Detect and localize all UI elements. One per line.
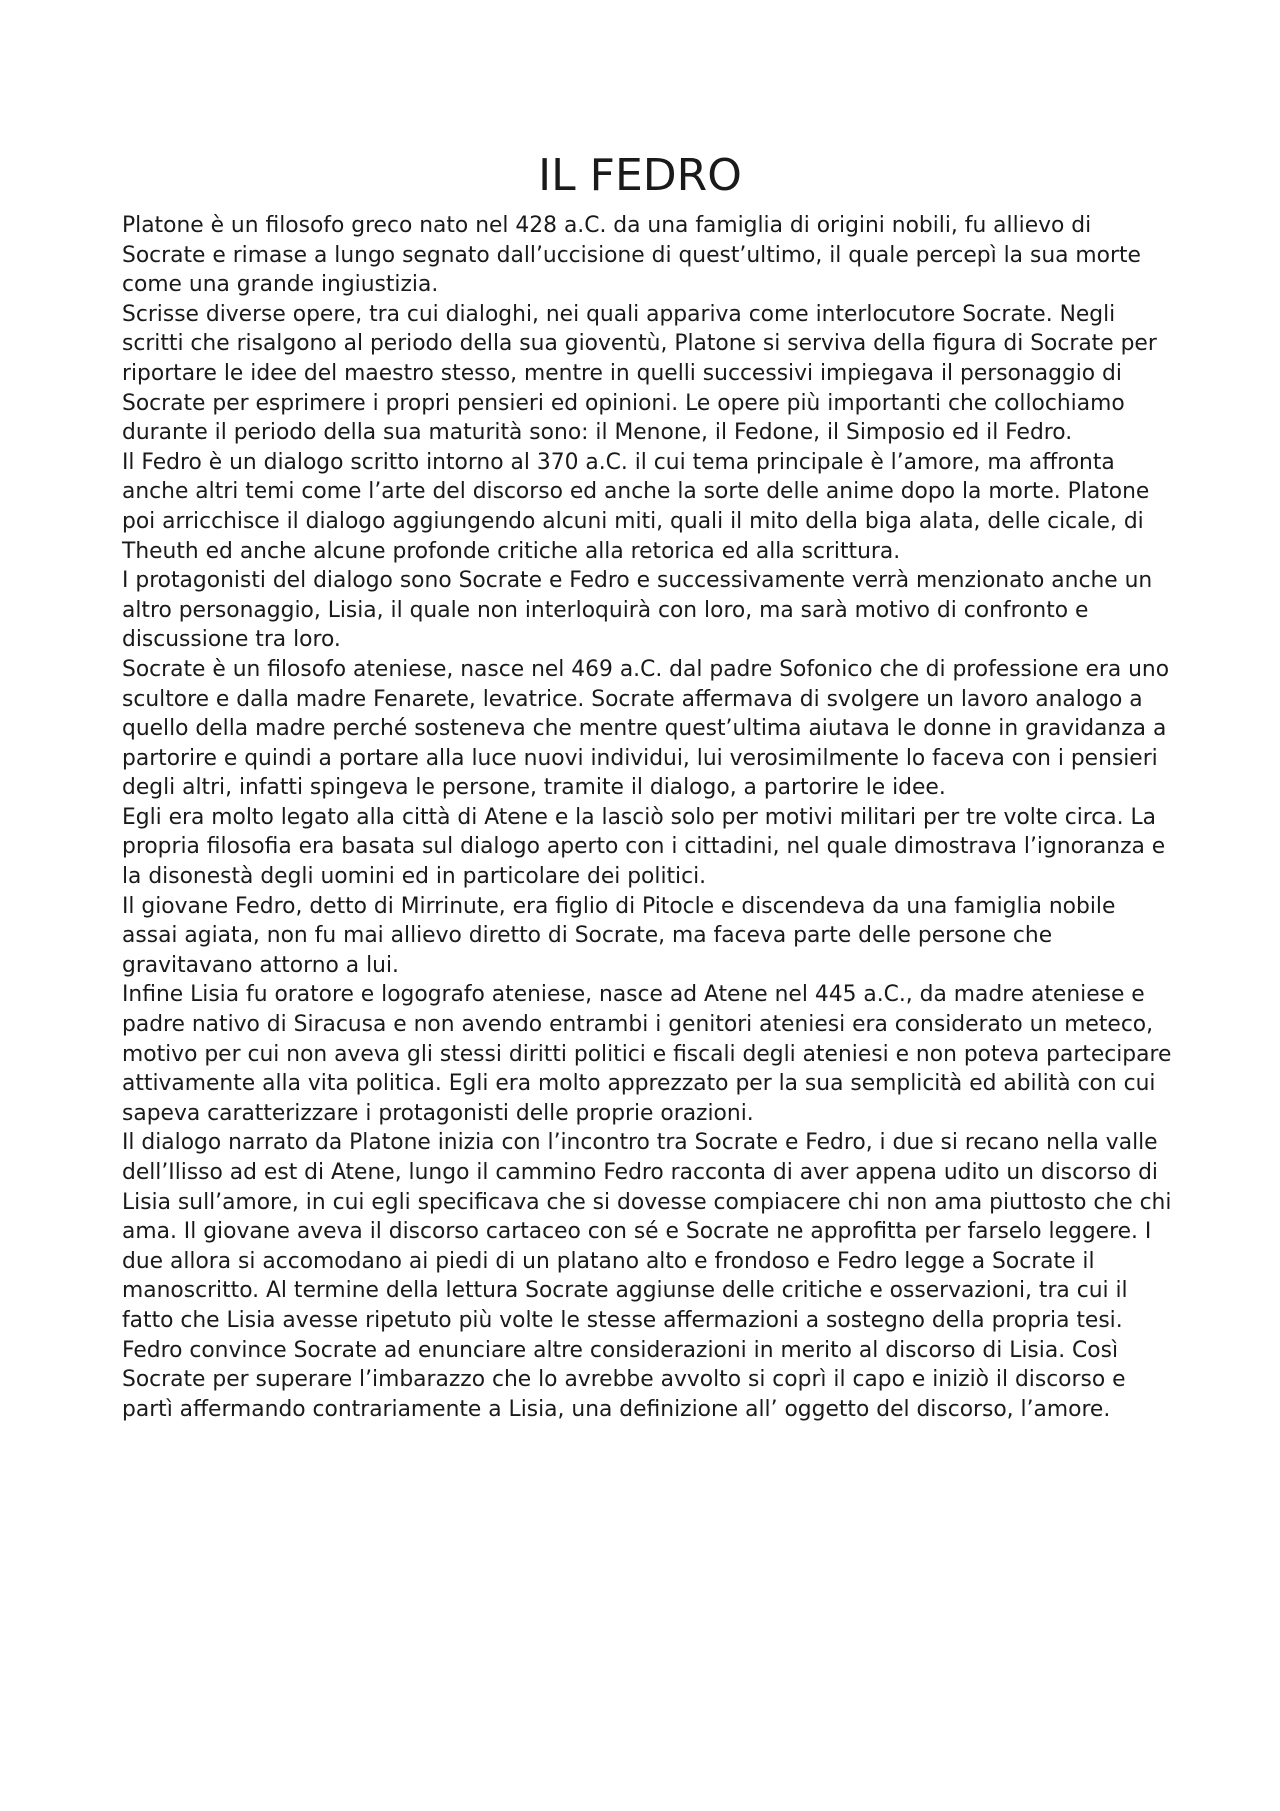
paragraph: Il giovane Fedro, detto di Mirrinute, era figlio di Pitocle e discendeva da una famiglia nobile assai agiata, non fu mai allievo diretto di Socrate, ma faceva parte delle persone che gravitavano attorno a lui. <box>122 893 1116 978</box>
paragraph: Il Fedro è un dialogo scritto intorno al 370 a.C. il cui tema principale è l’amore, ma affronta anche altri temi come l’arte del discorso ed anche la sorte delle anime dopo la morte. Platone poi arricchisce il dialogo aggiungendo alcuni miti, quali il mito della biga alata, delle cicale, di Theuth ed anche alcune profonde critiche alla retorica ed alla scrittura. <box>122 449 1150 564</box>
document-body <box>122 211 1172 1424</box>
paragraph: Egli era molto legato alla città di Atene e la lasciò solo per motivi militari per tre volte circa. La propria filosofia era basata sul dialogo aperto con i cittadini, nel quale dimostrava l’ignoranza e la disonestà degli uomini ed in particolare dei politici. <box>122 804 1166 890</box>
page-title: IL FEDRO <box>538 150 742 201</box>
paragraph: I protagonisti del dialogo sono Socrate e Fedro e successivamente verrà menzionato anche un altro personaggio, Lisia, il quale non interloquirà con loro, ma sarà motivo di confronto e discussione tra loro. <box>122 568 1153 653</box>
paragraph: Platone è un filosofo greco nato nel 428 a.C. da una famiglia di origini nobili, fu allievo di Socrate e rimase a lungo segnato dall’uccisione di quest’ultimo, il quale percepì la sua morte come una grande ingiustizia. <box>122 213 1141 298</box>
paragraph: Il dialogo narrato da Platone inizia con l’incontro tra Socrate e Fedro, i due si recano nella valle dell’Ilisso ad est di Atene, lungo il cammino Fedro racconta di aver appena udito un discorso di Lisia sull’amore, in cui egli specificava che si dovesse compiacere chi non ama piuttosto che chi ama. Il giovane aveva il discorso cartaceo con sé e Socrate ne approfitta per farselo leggere. I due allora si accomodano ai piedi di un platano alto e frondoso e Fedro legge a Socrate il manoscritto. Al termine della lettura Socrate aggiunse delle critiche e osservazioni, tra cui il fatto che Lisia avesse ripetuto più volte le stesse affermazioni a sostegno della propria tesi. <box>122 1130 1172 1333</box>
paragraph: Scrisse diverse opere, tra cui dialoghi, nei quali appariva come interlocutore Socrate. Negli scritti che risalgono al periodo della sua gioventù, Platone si serviva della figura di Socrate per riportare le idee del maestro stesso, mentre in quelli successivi impiegava il personaggio di Socrate per esprimere i propri pensieri ed opinioni. Le opere più importanti che collochiamo durante il periodo della sua maturità sono: il Menone, il Fedone, il Simposio ed il Fedro. <box>122 301 1157 446</box>
paragraph: Fedro convince Socrate ad enunciare altre considerazioni in merito al discorso di Lisia. Così Socrate per superare l’imbarazzo che lo avrebbe avvolto si coprì il capo e iniziò il discorso e partì affermando contrariamente a Lisia, una definizione all’ oggetto del discorso, l’amore. <box>122 1337 1126 1422</box>
paragraph: Infine Lisia fu oratore e logografo ateniese, nasce ad Atene nel 445 a.C., da madre ateniese e padre nativo di Siracusa e non avendo entrambi i genitori ateniesi era considerato un meteco, motivo per cui non aveva gli stessi diritti politici e fiscali degli ateniesi e non poteva partecipare attivamente alla vita politica. Egli era molto apprezzato per la sua semplicità ed abilità con cui sapeva caratterizzare i protagonisti delle proprie orazioni. <box>122 982 1172 1126</box>
paragraph: Socrate è un filosofo ateniese, nasce nel 469 a.C. dal padre Sofonico che di professione era uno scultore e dalla madre Fenarete, levatrice. Socrate affermava di svolgere un lavoro analogo a quello della madre perché sosteneva che mentre quest’ultima aiutava le donne in gravidanza a partorire e quindi a portare alla luce nuovi individui, lui verosimilmente lo faceva con i pensieri degli altri, infatti spingeva le persone, tramite il dialogo, a partorire le idee. <box>122 656 1170 801</box>
